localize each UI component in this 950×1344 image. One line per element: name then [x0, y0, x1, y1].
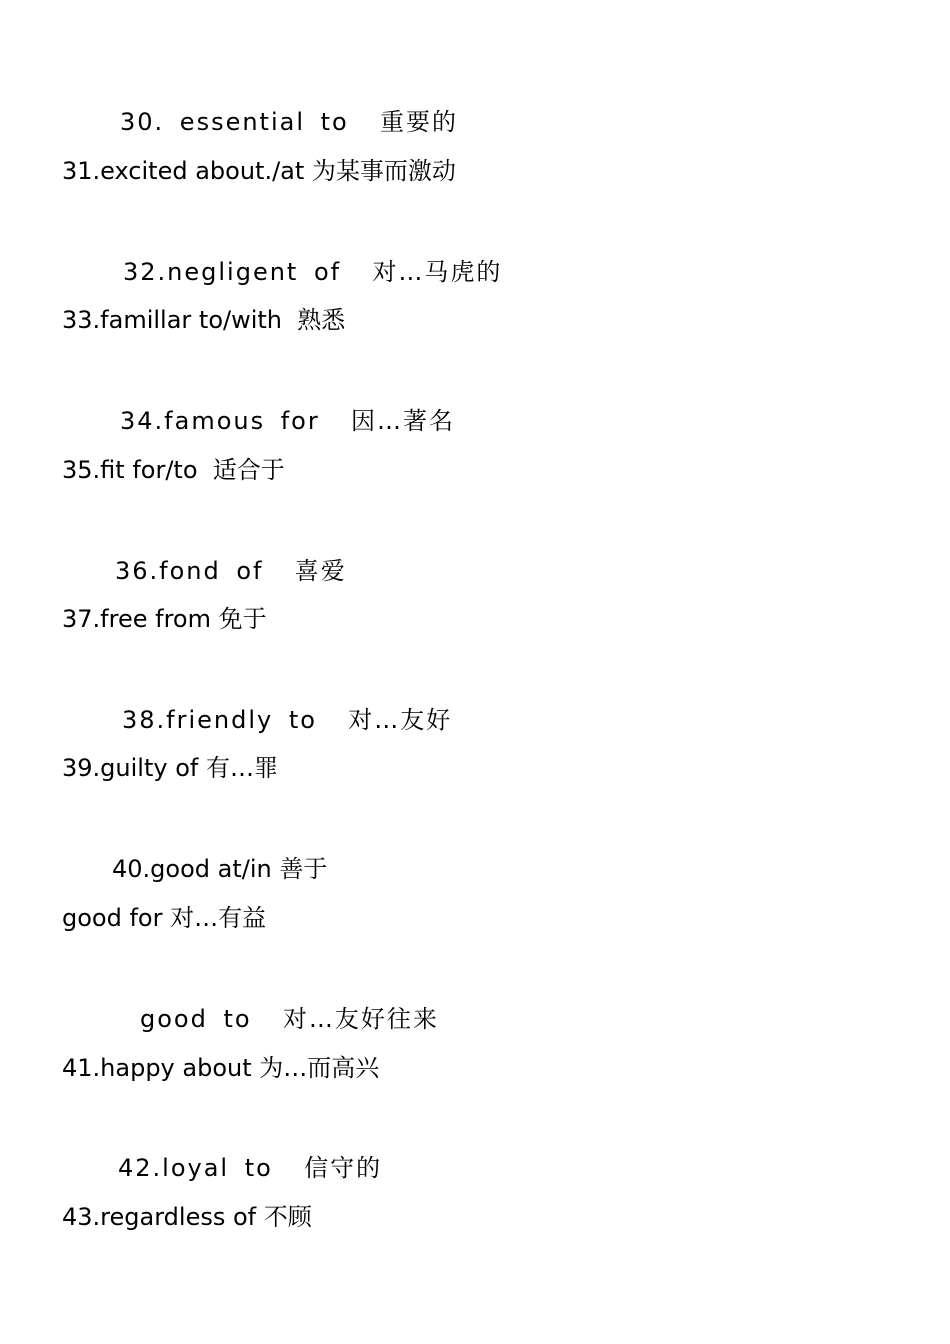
entry-30: 30. essential to 重要的 [120, 108, 458, 136]
entry-43: 43.regardless of 不顾 [62, 1203, 312, 1231]
entry-36: 36.fond of 喜爱 [115, 557, 347, 585]
entry-37: 37.free from 免于 [62, 605, 267, 633]
entry-good-to: good to 对…友好往来 [140, 1005, 439, 1033]
entry-31: 31.excited about./at 为某事而激动 [62, 157, 456, 185]
entry-41: 41.happy about 为…而高兴 [62, 1054, 380, 1082]
entry-33: 33.famillar to/with 熟悉 [62, 306, 346, 334]
entry-42: 42.loyal to 信守的 [118, 1154, 383, 1182]
entry-32: 32.negligent of 对…马虎的 [123, 258, 503, 286]
entry-35: 35.fit for/to 适合于 [62, 456, 285, 484]
entry-40: 40.good at/in 善于 [112, 855, 328, 883]
entry-good-for: good for 对…有益 [62, 904, 267, 932]
entry-34: 34.famous for 因…著名 [120, 407, 455, 435]
entry-39: 39.guilty of 有…罪 [62, 754, 278, 782]
entry-38: 38.friendly to 对…友好 [122, 706, 453, 734]
